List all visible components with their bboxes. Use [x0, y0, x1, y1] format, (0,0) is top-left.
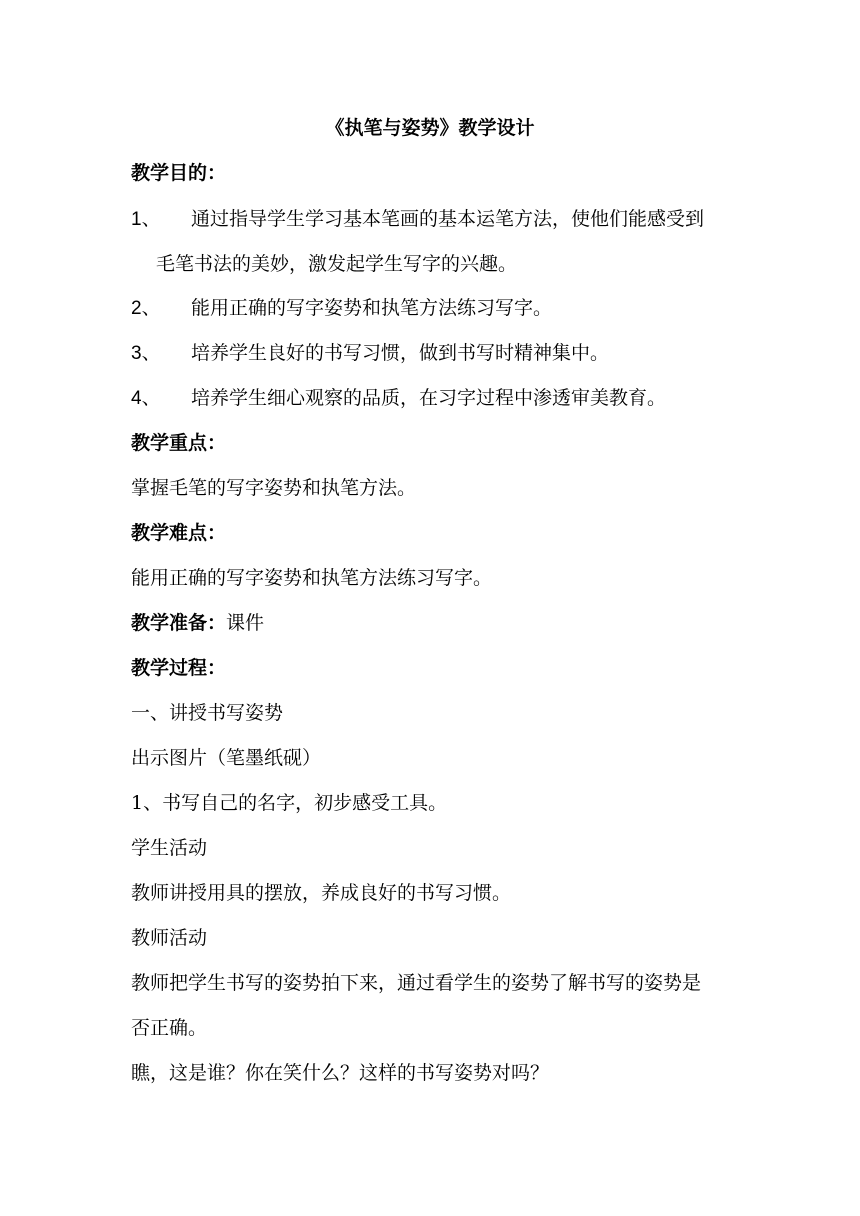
key-points-text: 掌握毛笔的写字姿势和执笔方法。 — [131, 477, 417, 499]
process-line-6: 教师活动 — [131, 927, 208, 949]
objective-text: 培养学生良好的书写习惯，做到书写时精神集中。 — [191, 342, 610, 364]
objective-item-1-continuation: 毛笔书法的美妙，激发起学生写字的兴趣。 — [156, 253, 518, 275]
process-line-2: 出示图片（笔墨纸砚） — [131, 747, 322, 769]
preparation-heading: 教学准备： — [131, 612, 227, 634]
objective-number: 3、 — [131, 343, 161, 364]
process-heading: 教学过程： — [131, 657, 227, 679]
process-line-9: 瞧，这是谁？你在笑什么？这样的书写姿势对吗？ — [131, 1062, 550, 1084]
document-title: 《执笔与姿势》教学设计 — [325, 117, 535, 139]
objective-item-4 — [131, 386, 666, 411]
objective-item-2 — [131, 296, 552, 321]
objectives-heading: 教学目的： — [131, 162, 227, 184]
process-line-5: 教师讲授用具的摆放，养成良好的书写习惯。 — [131, 882, 512, 904]
process-line-1: 一、讲授书写姿势 — [131, 702, 284, 724]
objective-text: 通过指导学生学习基本笔画的基本运笔方法，使他们能感受到 — [191, 208, 705, 230]
key-points-heading: 教学重点： — [131, 432, 227, 454]
objective-text: 能用正确的写字姿势和执笔方法练习写字。 — [191, 297, 553, 319]
objective-number: 2、 — [131, 298, 161, 319]
difficulties-text: 能用正确的写字姿势和执笔方法练习写字。 — [131, 567, 493, 589]
objective-number: 1、 — [131, 209, 161, 230]
objective-number: 4、 — [131, 388, 161, 409]
objective-item-1 — [131, 207, 704, 232]
preparation-line — [131, 611, 264, 635]
process-line-4: 学生活动 — [131, 837, 208, 859]
preparation-text: 课件 — [226, 612, 265, 634]
process-line-3: 1、书写自己的名字，初步感受工具。 — [131, 792, 448, 814]
process-line-8: 否正确。 — [131, 1017, 208, 1039]
process-line-7: 教师把学生书写的姿势拍下来，通过看学生的姿势了解书写的姿势是 — [131, 972, 702, 994]
difficulties-heading: 教学难点： — [131, 522, 227, 544]
objective-item-3 — [131, 341, 609, 366]
objective-text: 培养学生细心观察的品质，在习字过程中渗透审美教育。 — [191, 387, 667, 409]
